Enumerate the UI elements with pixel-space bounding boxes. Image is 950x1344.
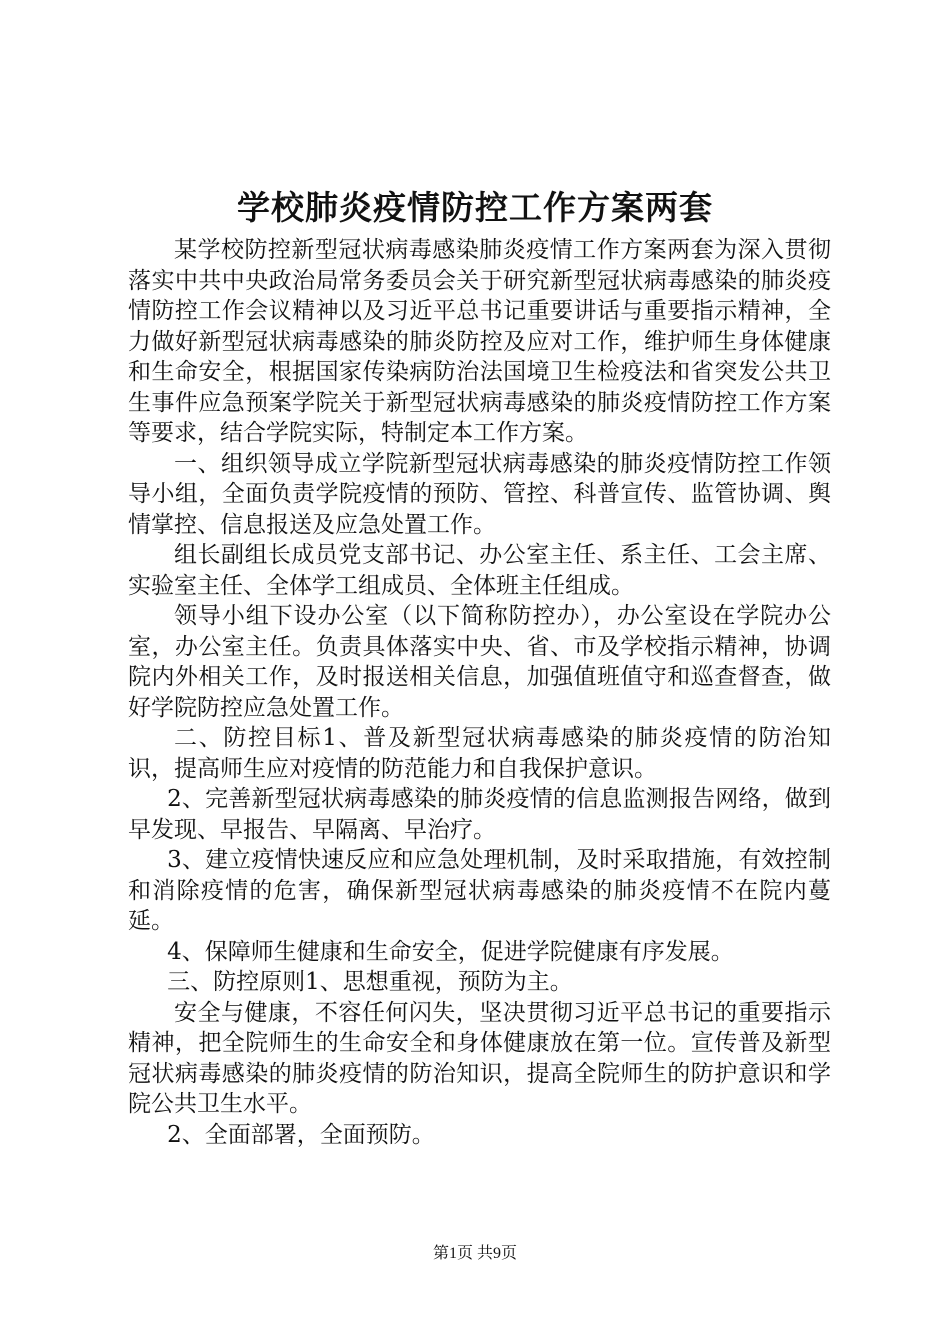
page-footer: 第1页 共9页 — [432, 1245, 517, 1262]
paragraph-intro: 某学校防控新型冠状病毒感染肺炎疫情工作方案两套为深入贯彻落实中共中央政治局常务委员会关于研究新型冠状病毒感染的肺炎疫情防控工作会议精神以及习近平总书记重要讲话与重要指示精神，全力做好新型冠状病毒感染的肺炎防控及应对工作，维护师生身体健康和生命安全，根据国家传染病防治法国境卫生检疫法和省突发公共卫生事件应急预案学院关于新型冠状病毒感染的肺炎疫情防控工作方案等要求，结合学院实际，特制定本工作方案。 — [128, 237, 831, 446]
paragraph-goal-4: 4、保障师生健康和生命安全，促进学院健康有序发展。 — [167, 938, 734, 965]
paragraph-goal-1: 二、防控目标1、普及新型冠状病毒感染的肺炎疫情的防治知识，提高师生应对疫情的防范能力和自我保护意识。 — [128, 725, 831, 782]
paragraph-goal-2: 2、完善新型冠状病毒感染的肺炎疫情的信息监测报告网络，做到早发现、早报告、早隔离、早治疗。 — [128, 786, 831, 843]
paragraph-safety: 安全与健康，不容任何闪失，坚决贯彻习近平总书记的重要指示精神，把全院师生的生命安全和身体健康放在第一位。宣传普及新型冠状病毒感染的肺炎疫情的防治知识，提高全院师生的防护意识和学院公共卫生水平。 — [128, 999, 831, 1117]
paragraph-goal-3: 3、建立疫情快速反应和应急处理机制，及时采取措施，有效控制和消除疫情的危害，确保新型冠状病毒感染的肺炎疫情不在院内蔓延。 — [128, 847, 831, 934]
paragraph-organization: 一、组织领导成立学院新型冠状病毒感染的肺炎疫情防控工作领导小组，全面负责学院疫情的预防、管控、科普宣传、监管协调、舆情掌控、信息报送及应急处置工作。 — [128, 450, 831, 538]
document-title: 学校肺炎疫情防控工作方案两套 — [237, 188, 713, 227]
paragraph-principle-2: 2、全面部署，全面预防。 — [167, 1121, 435, 1148]
paragraph-members: 组长副组长成员党支部书记、办公室主任、系主任、工会主席、实验室主任、全体学工组成员、全体班主任组成。 — [128, 542, 831, 599]
paragraph-office: 领导小组下设办公室（以下简称防控办），办公室设在学院办公室，办公室主任。负责具体落实中央、省、市及学校指示精神，协调院内外相关工作，及时报送相关信息，加强值班值守和巡查督查，做好学院防控应急处置工作。 — [128, 603, 831, 721]
document-body — [128, 235, 831, 1150]
paragraph-principle-1: 三、防控原则1、思想重视，预防为主。 — [167, 969, 573, 995]
